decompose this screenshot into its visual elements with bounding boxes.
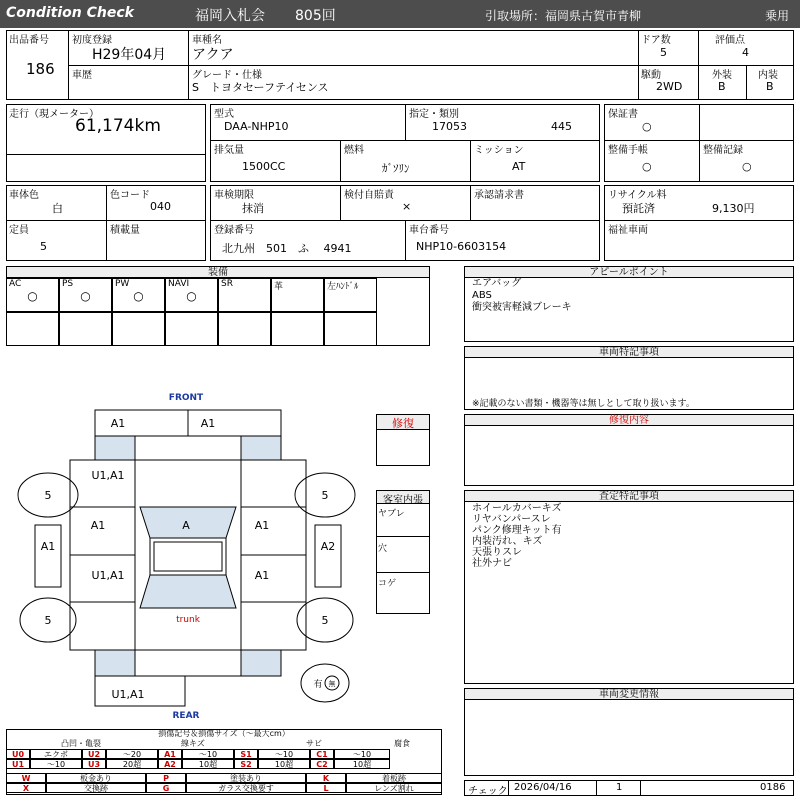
capacity-value: 5 <box>40 240 47 253</box>
appeal-title: アピールポイント <box>464 266 794 278</box>
designation-label: 指定・類別 <box>409 109 459 120</box>
mileage-label: 走行（現メーター） <box>9 109 99 120</box>
grade-score-label: 評価点 <box>715 35 745 46</box>
legend-code: C1 <box>310 749 334 759</box>
appeal-line: ABS <box>472 290 492 301</box>
auction-number: 805回 <box>295 8 336 24</box>
capacity-label: 定員 <box>9 225 29 236</box>
interior-item: コゲ <box>378 579 397 589</box>
lot-number-label: 出品番号 <box>9 35 49 46</box>
inspection-note: 天張りスレ <box>472 547 522 558</box>
equipment-label: 革 <box>274 282 284 292</box>
legend-code: L <box>306 783 346 793</box>
legend-desc: 〜10 <box>258 749 310 759</box>
mileage: 61,174km <box>75 116 161 136</box>
equipment-cell <box>324 278 377 312</box>
roof-code: A <box>182 519 190 532</box>
lot-number: 186 <box>26 60 55 78</box>
legend-code: U1 <box>6 759 30 769</box>
legend-desc: 着板跡 <box>346 773 442 783</box>
door-rr-code: A1 <box>254 569 270 582</box>
side-left-code: A1 <box>40 540 56 553</box>
recycle-label: リサイクル料 <box>608 190 667 201</box>
drive: 2WD <box>656 80 683 93</box>
equipment-cell <box>271 278 324 312</box>
equipment-cell <box>6 278 59 312</box>
legend-code: C2 <box>310 759 334 769</box>
equipment-value: ○ <box>186 289 197 303</box>
equipment-cell <box>59 278 112 312</box>
trunk-label: trunk <box>176 615 200 625</box>
header-bar <box>0 0 800 28</box>
legend-desc: 〜20 <box>106 749 158 759</box>
legend-code: K <box>306 773 346 783</box>
color-code-value: 040 <box>150 200 171 213</box>
hood-right-code: A1 <box>200 417 216 430</box>
legend-code: A2 <box>158 759 182 769</box>
grade-spec: S トヨタセーフテイセンス <box>192 81 329 94</box>
change-info-box <box>464 688 794 776</box>
car-diagram <box>0 380 376 720</box>
fuel-label: 燃料 <box>344 145 364 156</box>
hood-left-code: A1 <box>110 417 126 430</box>
check-label: チェック <box>468 786 508 797</box>
mission-value: AT <box>512 160 526 173</box>
wheel-fl-code: 5 <box>44 489 52 502</box>
equipment-value: ○ <box>80 289 91 303</box>
side-right-code: A2 <box>320 540 336 553</box>
legend-code: A1 <box>158 749 182 759</box>
interior-label: 内装 <box>758 70 778 81</box>
legend-desc: 板金あり <box>46 773 146 783</box>
door-fl-code: A1 <box>90 519 106 532</box>
plate-value: 北九州 501 ふ 4941 <box>222 242 352 255</box>
legend-desc: 〜10 <box>334 749 390 759</box>
repair-label: 修復 <box>376 414 430 430</box>
first-reg-label: 初度登録 <box>72 35 112 46</box>
equipment-cell <box>218 278 271 312</box>
maintenance-book-label: 整備手帳 <box>608 145 648 156</box>
maintenance-record-label: 整備記録 <box>703 145 743 156</box>
interior-item: 穴 <box>378 544 388 554</box>
spare-mark: 無 <box>328 680 336 688</box>
legend-title: 損傷記号＆損傷サイズ（〜最大cm） <box>158 729 290 738</box>
legend-code: W <box>6 773 46 783</box>
displacement-value: 1500CC <box>242 160 286 173</box>
legend-code: X <box>6 783 46 793</box>
equipment-blank-cell <box>59 312 112 346</box>
model-name-label: 車種名 <box>192 35 222 46</box>
legend-desc: ガラス交換要す <box>186 783 306 793</box>
designation-value: 17053 <box>432 120 467 133</box>
legend-desc: 交換跡 <box>46 783 146 793</box>
door-rl-code: U1,A1 <box>91 569 125 582</box>
special-notes-footer: ※記載のない書類・機器等は無しとして取り扱います。 <box>472 399 695 409</box>
equipment-label: NAVI <box>168 279 190 289</box>
model-name: アクア <box>192 47 234 63</box>
approval-label: 承認請求書 <box>474 190 524 201</box>
doors-label: ドア数 <box>641 35 671 46</box>
recycle-status: 預託済 <box>622 202 655 215</box>
type-value: DAA-NHP10 <box>224 120 289 133</box>
equipment-cell <box>112 278 165 312</box>
vehicle-class: 乗用 <box>765 9 790 23</box>
inspection-note: リヤバンパースレ <box>472 514 551 525</box>
special-notes-title: 車両特記事項 <box>464 346 794 358</box>
equipment-blank-cell <box>165 312 218 346</box>
legend-group: 凸凹・亀裂 <box>61 739 101 748</box>
legend-desc: 塗装あり <box>186 773 306 783</box>
legend-desc: 10超 <box>258 759 310 769</box>
equipment-label: SR <box>221 279 233 289</box>
interior-damage-title: 客室内張 <box>376 490 430 504</box>
grade-score: 4 <box>742 46 749 59</box>
interior: B <box>766 80 774 93</box>
legend-desc: エクボ <box>30 749 82 759</box>
change-info-title: 車両変更情報 <box>464 688 794 700</box>
inspection-note: パンク修理キット有 <box>472 525 562 536</box>
inspection-label: 車検期限 <box>214 190 254 201</box>
wheel-fr-code: 5 <box>321 489 329 502</box>
equipment-value: ○ <box>27 289 38 303</box>
history-label: 車歴 <box>72 70 92 81</box>
spare-label: 有 <box>313 680 323 690</box>
inspection-notes-list <box>472 503 562 569</box>
equipment-blank-cell <box>324 312 377 346</box>
insurance-value: × <box>402 200 412 213</box>
load-label: 積載量 <box>110 225 140 236</box>
legend-code: G <box>146 783 186 793</box>
maintenance-book-value: ○ <box>642 160 652 173</box>
warranty-value: ○ <box>642 120 652 133</box>
repair-detail-title: 修復内容 <box>464 414 794 426</box>
wheel-rl-code: 5 <box>44 614 52 627</box>
inspection-note: 内装汚れ、キズ <box>472 536 543 547</box>
form-title: Condition Check <box>6 5 134 21</box>
check-date: 2026/04/16 <box>514 782 572 793</box>
pickup-location: 引取場所：福岡県古賀市青柳 <box>485 9 642 23</box>
equipment-blank-cell <box>112 312 165 346</box>
type-label: 型式 <box>214 109 234 120</box>
equipment-blank-cell <box>6 312 59 346</box>
legend-desc: 〜10 <box>30 759 82 769</box>
drive-label: 駆動 <box>641 70 661 81</box>
check-count: 1 <box>616 782 623 793</box>
maintenance-record-value: ○ <box>742 160 752 173</box>
legend-code: U3 <box>82 759 106 769</box>
legend-group: サビ <box>306 739 322 748</box>
inspection-notes-title: 査定特記事項 <box>464 490 794 502</box>
displacement-label: 排気量 <box>214 145 244 156</box>
grade-spec-label: グレード・仕様 <box>192 70 262 81</box>
check-code: 0186 <box>760 782 786 793</box>
legend-desc: 20超 <box>106 759 158 769</box>
insurance-label: 検付自賠責 <box>344 190 394 201</box>
welfare-label: 福祉車両 <box>608 225 648 236</box>
exterior-label: 外装 <box>712 70 732 81</box>
door-fr-code: A1 <box>254 519 270 532</box>
warranty-label: 保証書 <box>608 109 638 120</box>
equipment-label: PS <box>62 279 74 289</box>
legend-code: S1 <box>234 749 258 759</box>
category-value: 445 <box>551 120 572 133</box>
legend-code: U2 <box>82 749 106 759</box>
equipment-blank-cell <box>218 312 271 346</box>
legend-code: P <box>146 773 186 783</box>
equipment-title: 装備 <box>6 266 430 278</box>
legend-groups <box>6 739 442 748</box>
equipment-label: AC <box>9 279 22 289</box>
fender-left-code: U1,A1 <box>91 469 125 482</box>
fuel-value: ｶﾞｿﾘﾝ <box>382 162 410 175</box>
mission-label: ミッション <box>474 145 524 156</box>
legend-group: 線キズ <box>181 739 205 748</box>
equipment-blank-cell <box>271 312 324 346</box>
chassis-value: NHP10-6603154 <box>416 240 507 253</box>
interior-item: ヤブレ <box>378 509 405 519</box>
legend-code: S2 <box>234 759 258 769</box>
legend-group: 腐食 <box>394 739 410 748</box>
body-color-value: 白 <box>52 202 63 215</box>
wheel-rr-code: 5 <box>321 614 329 627</box>
legend-desc: 10超 <box>182 759 234 769</box>
doors: 5 <box>660 46 667 59</box>
appeal-line: エアバッグ <box>472 278 522 289</box>
inspection-note: ホイールカバーキズ <box>472 503 562 514</box>
appeal-list <box>472 278 572 314</box>
recycle-amount: 9,130円 <box>712 202 755 215</box>
inspection-note: 社外ナビ <box>472 558 512 569</box>
rear-label: REAR <box>172 711 200 720</box>
equipment-label: PW <box>115 279 130 289</box>
legend-code: U0 <box>6 749 30 759</box>
equipment-label: 左ﾊﾝﾄﾞﾙ <box>327 282 359 292</box>
rear-bumper-code: U1,A1 <box>111 688 145 701</box>
body-color-label: 車体色 <box>9 190 39 201</box>
legend-desc: 10超 <box>334 759 390 769</box>
appeal-line: 衝突被害軽減ブレーキ <box>472 302 572 313</box>
inspection-value: 抹消 <box>242 202 264 215</box>
first-reg: H29年04月 <box>92 47 167 63</box>
legend-desc: 〜10 <box>182 749 234 759</box>
chassis-label: 車台番号 <box>409 225 449 236</box>
plate-label: 登録番号 <box>214 225 254 236</box>
equipment-cell <box>165 278 218 312</box>
color-code-label: 色コード <box>110 190 150 201</box>
exterior: B <box>718 80 726 93</box>
equipment-value: ○ <box>133 289 144 303</box>
auction-name: 福岡入札会 <box>195 8 265 24</box>
legend-desc: レンズ割れ <box>346 783 442 793</box>
front-label: FRONT <box>168 393 204 403</box>
